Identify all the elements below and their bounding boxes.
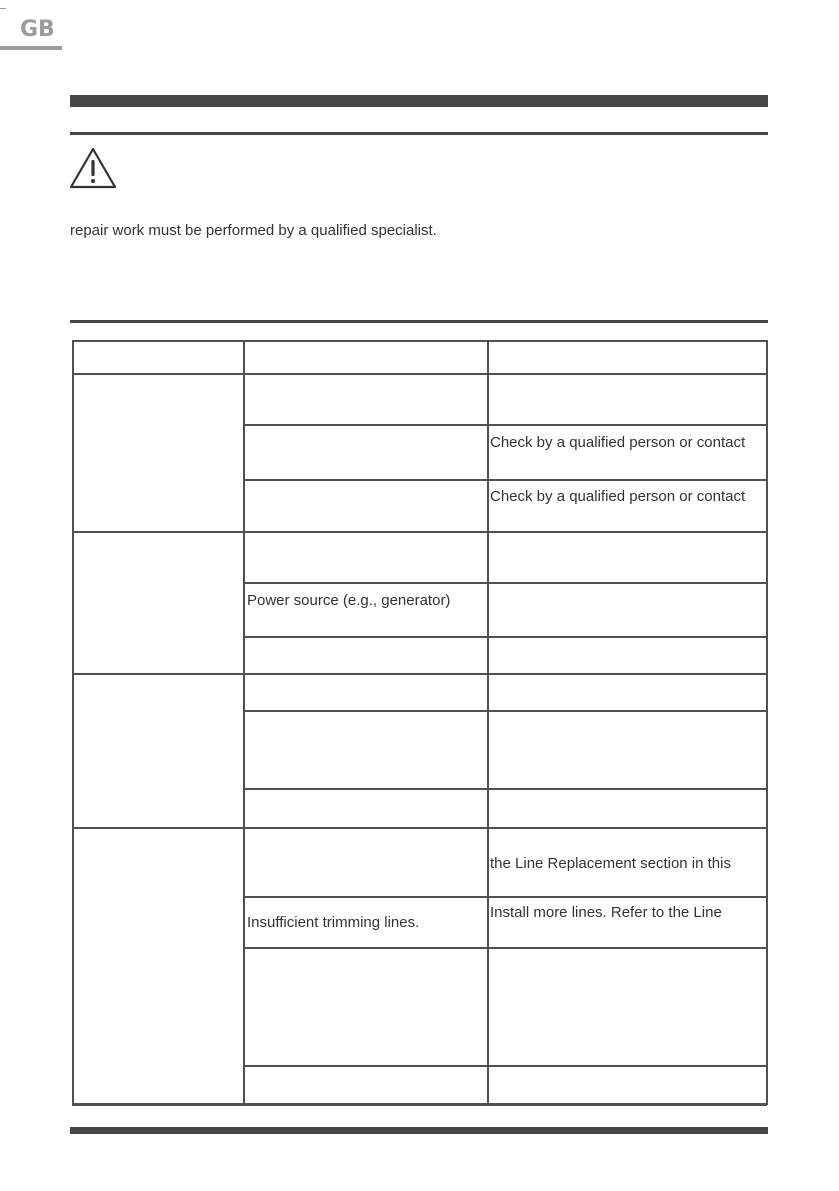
footer-bar bbox=[70, 1127, 768, 1134]
table-row-divider bbox=[243, 636, 767, 638]
table-header-divider bbox=[72, 373, 767, 375]
table-row-divider bbox=[243, 1065, 767, 1067]
table-cell-remedy: the Line Replacement section in this bbox=[490, 855, 731, 872]
section-divider bbox=[70, 320, 768, 323]
table-column-divider bbox=[243, 340, 245, 1105]
language-tag: GB bbox=[20, 17, 55, 42]
section-header-bar bbox=[70, 95, 768, 107]
warning-triangle-icon bbox=[69, 147, 117, 189]
table-row-divider bbox=[243, 582, 767, 584]
table-cell-remedy: Install more lines. Refer to the Line bbox=[490, 904, 722, 921]
table-row-divider bbox=[243, 424, 767, 426]
table-cell-remedy: Check by a qualified person or contact bbox=[490, 488, 746, 505]
table-border-bottom bbox=[72, 1103, 767, 1106]
language-tag-underline bbox=[0, 46, 62, 50]
table-border-left bbox=[72, 340, 74, 1105]
table-row-divider bbox=[243, 479, 767, 481]
table-group-divider bbox=[72, 673, 767, 675]
table-row-divider bbox=[243, 710, 767, 712]
safety-note-text: repair work must be performed by a qualified specialist. bbox=[70, 222, 437, 239]
table-row-divider bbox=[243, 896, 767, 898]
table-row-divider bbox=[243, 947, 767, 949]
table-cell-remedy: Check by a qualified person or contact bbox=[490, 434, 746, 451]
table-group-divider bbox=[72, 827, 767, 829]
table-row-divider bbox=[243, 788, 767, 790]
table-group-divider bbox=[72, 531, 767, 533]
crop-mark bbox=[0, 0, 6, 9]
table-border-right bbox=[766, 340, 768, 1105]
table-cell-cause: Power source (e.g., generator) bbox=[247, 592, 451, 609]
table-column-divider bbox=[487, 340, 489, 1105]
table-cell-cause: Insufficient trimming lines. bbox=[247, 914, 420, 931]
table-border-top bbox=[72, 340, 767, 342]
section-divider bbox=[70, 132, 768, 135]
